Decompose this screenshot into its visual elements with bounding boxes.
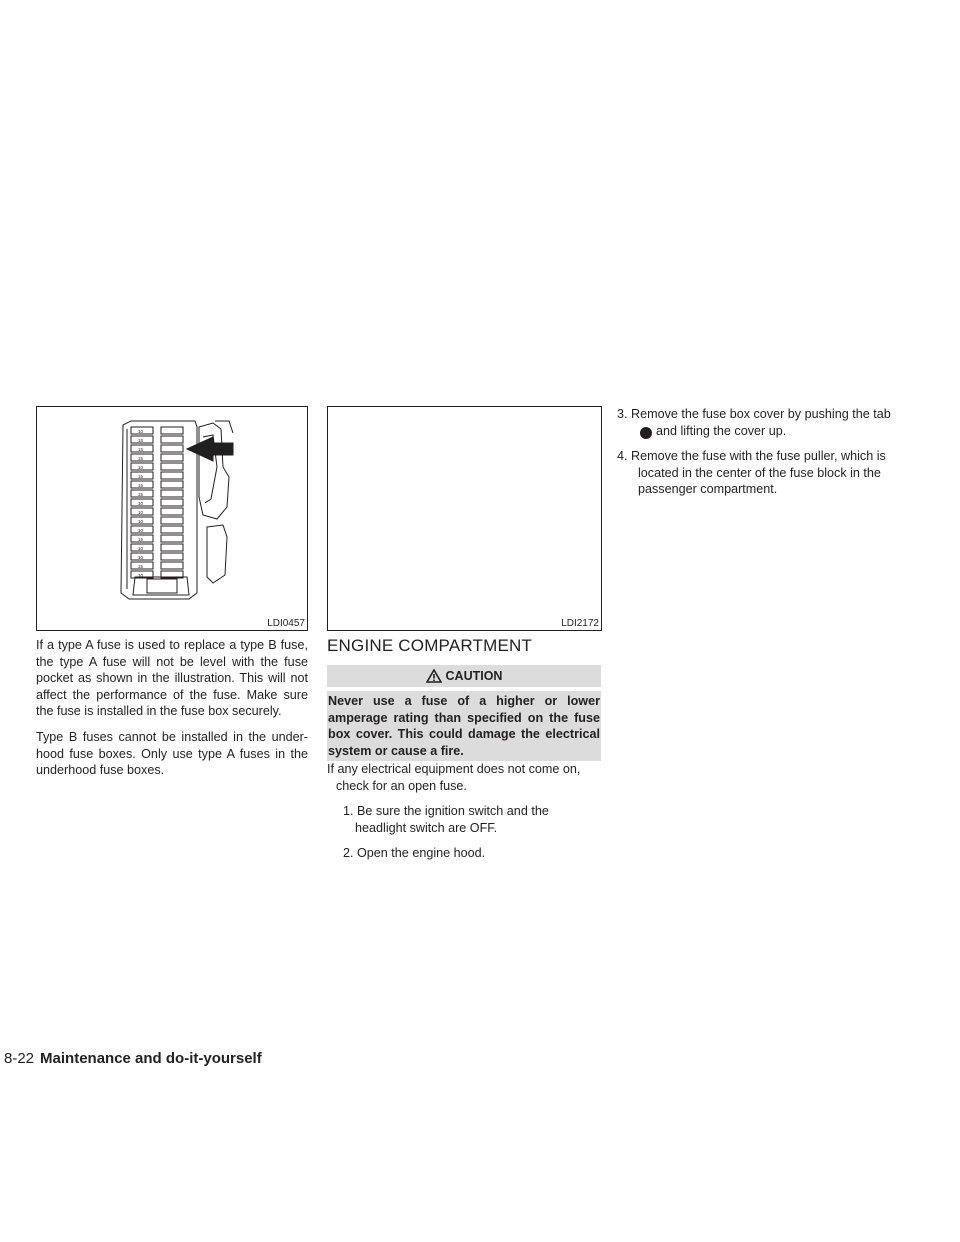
fuse-slot	[161, 535, 183, 542]
middle-column-text	[327, 761, 602, 871]
fuse-rating-label: 10	[138, 546, 144, 551]
step-3-text-before: 3. Remove the fuse box cover by pushing the tab	[617, 407, 891, 421]
caution-box	[327, 665, 601, 761]
fuse-rating-label: 15	[138, 447, 144, 452]
fuse-slot	[161, 553, 183, 560]
caution-header	[327, 665, 601, 687]
fuse-rating-label: 10	[138, 501, 144, 506]
warning-triangle-icon	[426, 669, 442, 683]
fuse-box-drawing	[37, 407, 307, 617]
open-fuse-intro: If any electrical equipment does not come on, check for an open fuse.	[327, 762, 581, 793]
fuse-slot	[161, 472, 183, 479]
fuse-rating-label: 15	[138, 537, 144, 542]
fuse-rating-label: 10	[138, 555, 144, 560]
left-column-text	[36, 637, 308, 788]
right-column-text	[617, 406, 907, 507]
step-1: 1. Be sure the ignition switch and the headlight switch are OFF.	[343, 804, 549, 835]
figure-label-middle: LDI2172	[561, 618, 599, 629]
fuse-slot	[161, 454, 183, 461]
fuse-slot	[161, 427, 183, 434]
fuse-slot	[161, 508, 183, 515]
step-2: 2. Open the engine hood.	[343, 846, 486, 861]
fuse-rating-label: 10	[138, 519, 144, 524]
fuse-box-illustration	[36, 406, 308, 631]
fuse-slot	[161, 562, 183, 569]
fuse-slot	[161, 463, 183, 470]
figure-label-left: LDI0457	[267, 618, 305, 629]
fuse-rating-label: 10	[138, 510, 144, 515]
fuse-rating-label: 15	[138, 483, 144, 488]
caution-title: CAUTION	[445, 669, 503, 683]
fuse-rating-label: 15	[138, 456, 144, 461]
fuse-rating-label: 15	[138, 438, 144, 443]
fuse-slot	[161, 517, 183, 524]
fuse-rating-label: 15	[138, 564, 144, 569]
fuse-slot	[161, 481, 183, 488]
engine-compartment-illustration	[327, 406, 602, 631]
fuse-slot	[161, 526, 183, 533]
step-3-text-after: and lifting the cover up.	[656, 423, 787, 438]
fuse-slot	[161, 544, 183, 551]
fuse-rating-label: 10	[138, 465, 144, 470]
step-3	[617, 406, 907, 439]
section-heading: ENGINE COMPARTMENT	[327, 636, 533, 655]
fuse-slot	[161, 445, 183, 452]
page-number: 8-22	[4, 1050, 35, 1067]
section-title: Maintenance and do-it-yourself	[40, 1050, 262, 1067]
fuse-rating-label: 15	[138, 492, 144, 497]
caution-text: Never use a fuse of a higher or lower amperage rating than specified on the fuse box cover. This could damage the electrical system or cause a fire.	[327, 691, 601, 761]
fuse-slot	[161, 499, 183, 506]
fuse-rating-label: 10	[138, 429, 144, 434]
page-footer	[4, 1050, 262, 1067]
callout-a-icon: A	[640, 427, 652, 439]
fuse-slot	[161, 436, 183, 443]
fuse-rating-label: 15	[138, 474, 144, 479]
paragraph-type-a-fuse: If a type A fuse is used to replace a type B fuse, the type A fuse will not be level with the fuse pocket as shown in the illustration. This will not affect the performance of the fuse. Make sure the fuse is installed in the fuse box securely.	[36, 638, 308, 719]
step-4: 4. Remove the fuse with the fuse puller, which is located in the center of the fuse block in the passenger compartment.	[617, 449, 886, 497]
fuse-slot	[161, 490, 183, 497]
fuse-rating-label: 10	[138, 528, 144, 533]
fuse-rating-label: 10	[138, 573, 144, 578]
paragraph-type-b-fuse: Type B fuses cannot be installed in the under-hood fuse boxes. Only use type A fuses in the underhood fuse boxes.	[36, 729, 308, 778]
